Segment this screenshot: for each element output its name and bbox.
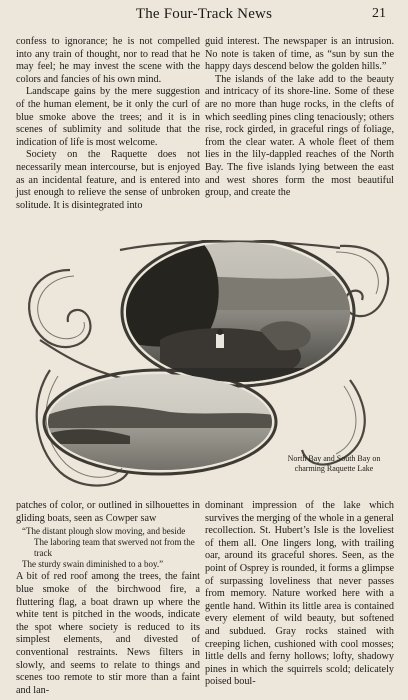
paragraph: patches of color, or outlined in silhouettes in gliding boats, seen as Cowper saw [16,500,200,524]
figure-caption: North Bay and South Bay on charming Raquette Lake [287,454,381,473]
verse-line: The sturdy swain diminished to a boy.” [22,558,164,569]
paragraph: Landscape gains by the mere suggestion of the human element, be it only the curl of blue smoke above the trees; and it is in scenes of sublimity and solitude that the indication of life is most welcome. [16,86,200,148]
column-top-left [16,36,200,212]
column-top-right [205,36,394,200]
paragraph: Society on the Raquette does not necessarily mean intercourse, but is enjoyed as an incidental feature, and is entered into just enough to relieve the sense of unbroken solitude. It is disintegrated into [16,149,200,211]
running-header [0,0,408,22]
verse-line: The laboring team that swerved not from the track [34,536,195,558]
paragraph: dominant impression of the lake which survives the merging of the whole in a general recollection. St. Hubert’s Isle is the loveliest of them all. One lingers long, with trailing oar, around its graceful shores. Seen, as the point of Osprey is rounded, it forms a glimpse of surpassing loveliness that never passes from memory. Nature worked here with a gentle hand. Within its little area is contained every element of wild beauty, but softened and subdued. Gray rocks stained with creeping lichen, cushioned with cool mosses; little dells and ferny hollows; lofty, shadowy pines in which the squirrels scold; delicately poised boul- [205,500,394,688]
quoted-verse [22,526,200,569]
column-bottom-left [16,500,200,697]
column-bottom-right [205,500,394,689]
paragraph: guid interest. The newspaper is an intrusion. No note is taken of time, as “sun by sun the happy days descend below the golden hills.” [205,36,394,73]
paragraph: The islands of the lake add to the beauty and intricacy of its shore-line. Some of these are no more than huge rocks, in the clefts of which seedling pines cling tenaciously; others rise, rock girded, in graceful rings of foliage, from the clear water. A whole fleet of them lies in the lily-dappled reaches of the North Bay. The five islands lying between the east and west shores form the most beautiful group, and create the [205,73,394,199]
verse-line: “The distant plough slow moving, and beside [22,526,186,537]
paragraph: confess to ignorance; he is not compelled into any train of thought, nor to read that he may feel; he may invest the scene with the colors and fancies of his own mind. [16,36,200,85]
page-number: 21 [372,6,386,21]
magazine-title: The Four-Track News [135,6,273,22]
paragraph: A bit of red roof among the trees, the faint blue smoke of the birchwood fire, a fluttering flag, a boat drawn up where the white tent is pitched in the woods, indicate the spot where society is reduced to its simplest elements, and divested of conventional restraints. News filters in slowly, and seems to relate to things and scenes too remote to stir more than a faint and lan- [16,571,200,696]
